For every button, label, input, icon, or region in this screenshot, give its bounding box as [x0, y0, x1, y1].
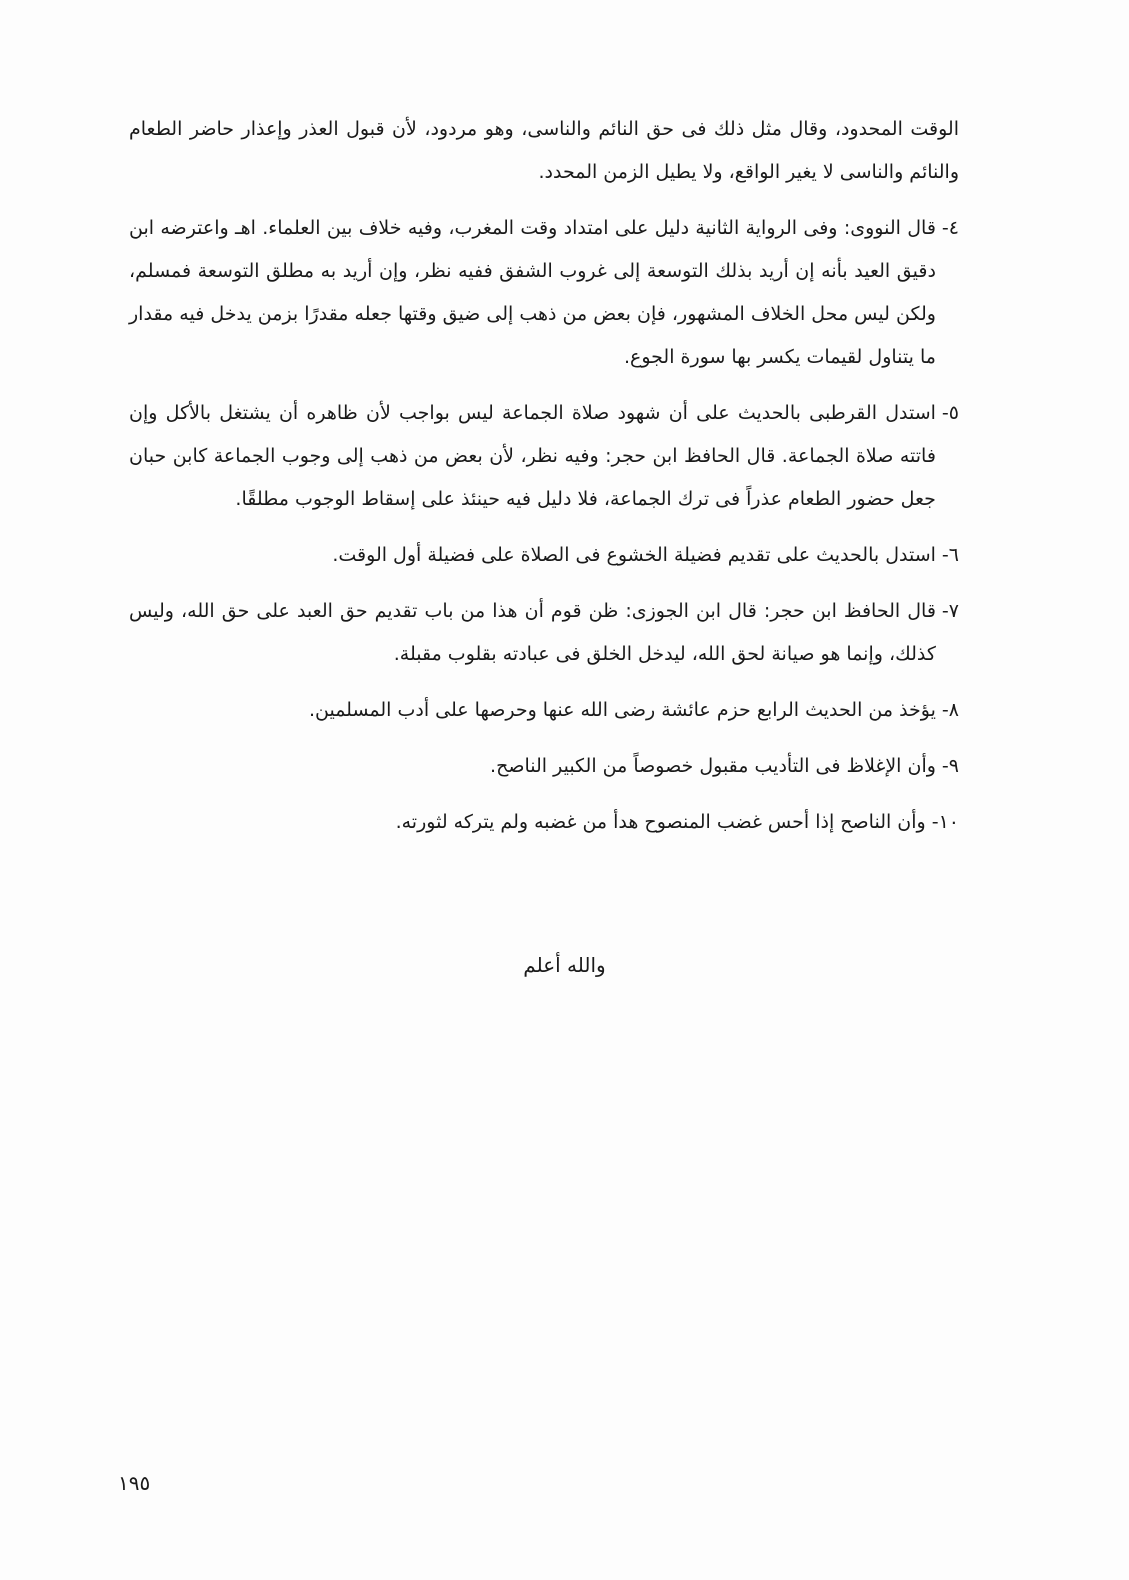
item-text: وأن الناصح إذا أحس غضب المنصوح هدأ من غضبه ولم يتركه لثورته. [395, 811, 926, 833]
continuation-paragraph: الوقت المحدود، وقال مثل ذلك فى حق النائم والناسى، وهو مردود، لأن قبول العذر وإعذار حاضر الطعام والنائم والناسى لا يغير الواقع، ولا يطيل الزمن المحدد. [129, 118, 959, 183]
item-number: ٨- [941, 699, 959, 721]
list-item-6 [129, 534, 959, 577]
list-item-7 [129, 590, 959, 676]
item-number: ٧- [941, 600, 959, 622]
item-number: ٦- [941, 544, 959, 566]
item-number: ٤- [941, 217, 959, 239]
page-number: ١٩٥ [118, 1471, 151, 1495]
list-item-8 [129, 689, 959, 732]
item-number: ٥- [941, 402, 959, 424]
list-item-4 [129, 207, 959, 379]
list-item-9 [129, 745, 959, 788]
item-text: قال النووى: وفى الرواية الثانية دليل على امتداد وقت المغرب، وفيه خلاف بين العلماء. اهـ واعترضه ابن دقيق العيد بأنه إن أريد بذلك التوسعة إلى غروب الشفق ففيه نظر، وإن أريد به مطلق التوسعة فمسلم، ولكن ليس محل الخلاف المشهور، فإن بعض من ذهب إلى ضيق وقتها جعله مقدرًا بزمن يدخل فيه مقدار ما يتناول لقيمات يكسر بها سورة الجوع. [129, 217, 936, 368]
item-text: يؤخذ من الحديث الرابع حزم عائشة رضى الله عنها وحرصها على أدب المسلمين. [308, 699, 936, 721]
item-number: ٩- [941, 755, 959, 777]
list-item-5 [129, 392, 959, 521]
item-number: ١٠- [931, 811, 959, 833]
page-body [129, 108, 959, 857]
item-text: استدل القرطبى بالحديث على أن شهود صلاة الجماعة ليس بواجب لأن ظاهره أن يشتغل بالأكل وإن فاتته صلاة الجماعة. قال الحافظ ابن حجر: وفيه نظر، لأن بعض من ذهب إلى وجوب الجماعة كابن حبان جعل حضور الطعام عذراً فى ترك الجماعة، فلا دليل فيه حينئذ على إسقاط الوجوب مطلقًا. [129, 402, 936, 510]
item-text: قال الحافظ ابن حجر: قال ابن الجوزى: ظن قوم أن هذا من باب تقديم حق العبد على حق الله، وليس كذلك، وإنما هو صيانة لحق الله، ليدخل الخلق فى عبادته بقلوب مقبلة. [129, 600, 936, 665]
item-text: وأن الإغلاظ فى التأديب مقبول خصوصاً من الكبير الناصح. [490, 755, 936, 777]
item-text: استدل بالحديث على تقديم فضيلة الخشوع فى الصلاة على فضيلة أول الوقت. [332, 544, 936, 566]
list-item-10 [129, 801, 959, 844]
closing-phrase: والله أعلم [523, 953, 606, 977]
